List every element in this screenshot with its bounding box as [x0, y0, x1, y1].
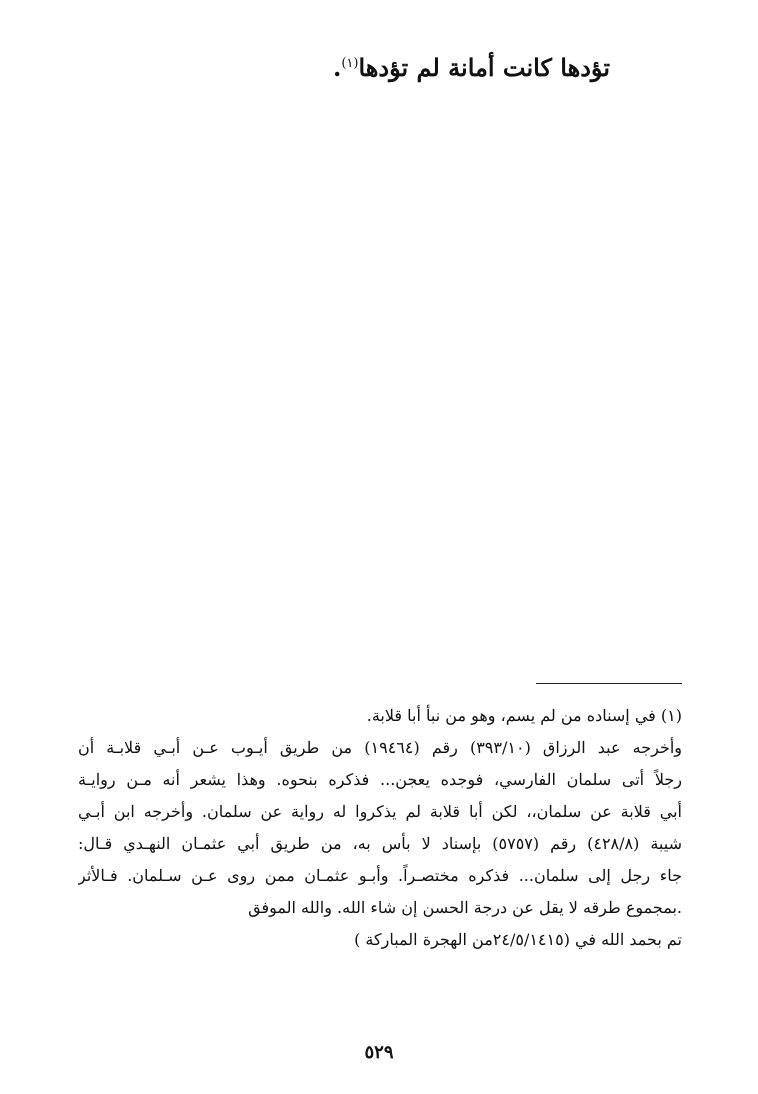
main-text: تؤدها كانت أمانة لم تؤدها	[358, 53, 610, 82]
main-end-punctuation: .	[332, 53, 342, 82]
footnote-reference-marker: (١)	[341, 56, 359, 71]
footnote-line-1: (١) في إسناده من لم يسم، وهو من نبأ أبا قلابة.	[366, 706, 682, 725]
footnote-separator-rule	[536, 683, 682, 684]
footnote-line-5: شيبة (٤٢٨/٨) رقم (٥٧٥٧) بإسناد لا بأس به، من طريق أبي عثمـان النهـدي قـال:	[78, 834, 682, 853]
footnote-line-6: جاء رجل إلى سلمان... فذكره مختصـراً. وأبـو عثمـان ممن روى عـن سـلمان. فـالأثر	[78, 866, 682, 885]
footnote-line-4: أبي قلابة عن سلمان،، لكن أبا قلابة لم يذكروا له رواية عن سلمان. وأخرجه ابن أبـي	[78, 802, 682, 821]
footnote-line-2: وأخرجه عبد الرزاق (٣٩٣/١٠) رقم (١٩٤٦٤) من طريق أيـوب عـن أبـي قلابـة أن	[78, 738, 682, 757]
page-number: ٥٢٩	[364, 1042, 394, 1063]
footnote-line-3: رجلاً أتى سلمان الفارسي، فوجده يعجن... فذكره بنحوه. وهذا يشعر أنه مـن روايـة	[78, 770, 682, 789]
main-text-line	[190, 48, 610, 88]
footnote-line-8: تم بحمد الله في (٢٤/٥/١٤١٥من الهجرة المباركة )	[354, 930, 682, 949]
footnote-line-7: .بمجموع طرقه لا يقل عن درجة الحسن إن شاء الله. والله الموفق	[248, 898, 682, 917]
footnotes-block	[78, 700, 682, 956]
